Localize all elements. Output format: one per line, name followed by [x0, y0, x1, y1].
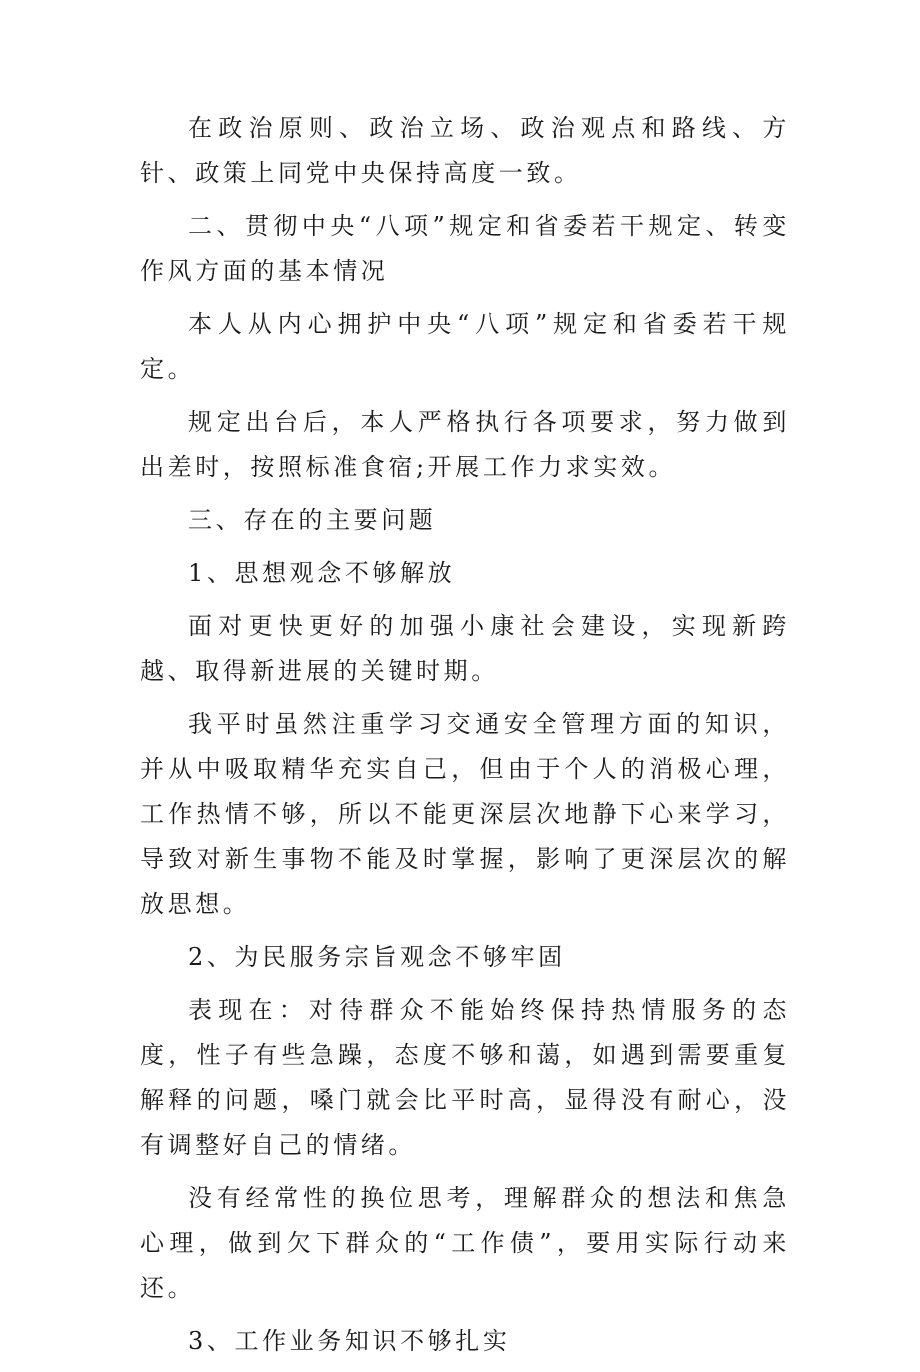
paragraph: 本人从内心拥护中央“八项”规定和省委若干规定。 [140, 310, 790, 383]
paragraph-intro: 在政治原则、政治立场、政治观点和路线、方针、政策上同党中央保持高度一致。 [140, 114, 790, 187]
paragraph: 表现在：对待群众不能始终保持热情服务的态度，性子有些急躁，态度不够和蔼，如遇到需要重复解释的问题，嗓门就会比平时高，显得没有耐心，没有调整好自己的情绪。 [140, 996, 790, 1159]
section-heading-2: 二、贯彻中央“八项”规定和省委若干规定、转变作风方面的基本情况 [140, 212, 790, 285]
paragraph: 我平时虽然注重学习交通安全管理方面的知识，并从中吸取精华充实自己，但由于个人的消极心理，工作热情不够，所以不能更深层次地静下心来学习，导致对新生事物不能及时掌握，影响了更深层次的解放思想。 [140, 710, 790, 918]
subheading-1: 1、思想观念不够解放 [188, 559, 456, 587]
paragraph: 没有经常性的换位思考，理解群众的想法和焦急心理，做到欠下群众的“工作债”，要用实际行动来还。 [140, 1184, 790, 1302]
paragraph: 规定出台后，本人严格执行各项要求，努力做到出差时，按照标准食宿;开展工作力求实效。 [140, 408, 790, 481]
subheading-2: 2、为民服务宗旨观念不够牢固 [188, 943, 566, 971]
section-heading-3: 三、存在的主要问题 [188, 506, 437, 534]
document-body [140, 106, 790, 1372]
paragraph: 面对更快更好的加强小康社会建设，实现新跨越、取得新进展的关键时期。 [140, 612, 790, 685]
subheading-3: 3、工作业务知识不够扎实 [188, 1327, 511, 1355]
